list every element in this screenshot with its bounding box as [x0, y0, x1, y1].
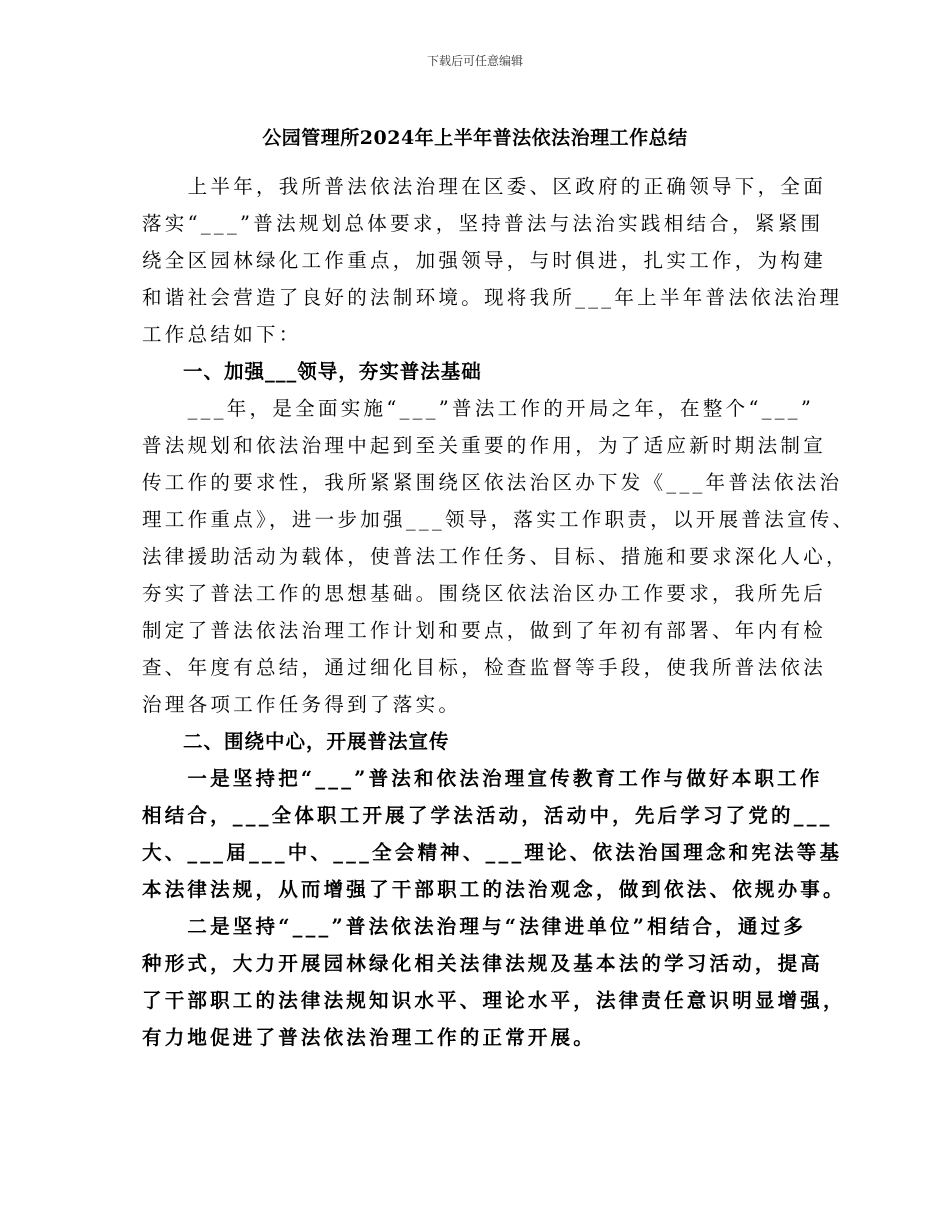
paragraph-point-1	[142, 760, 846, 908]
text-line: 查、年度有总结，通过细化目标，检查监督等手段，使我所普法依法	[142, 656, 827, 679]
text-line: 普法规划和依法治理中起到至关重要的作用，为了适应新时期法制宣	[142, 434, 827, 457]
text-line: 绕全区园林绿化工作重点，加强领导，与时俱进，扎实工作，为构建	[142, 249, 827, 272]
text-line: 大、___届___中、___全会精神、___理论、依法治国理念和宪法等基	[142, 841, 843, 864]
text-line: 种形式，大力开展园林绿化相关法律法规及基本法的学习活动，提高	[142, 952, 824, 975]
text-line: 理工作重点》，进一步加强___领导，落实工作职责，以开展普法宣传、	[142, 508, 856, 531]
text-line: 夯实了普法工作的思想基础。围绕区依法治区办工作要求，我所先后	[142, 582, 827, 605]
text-line: 上半年，我所普法依法治理在区委、区政府的正确领导下，全面	[142, 175, 827, 198]
paragraph-section-1	[142, 390, 856, 723]
text-line: 一是坚持把“___”普法和依法治理宣传教育工作与做好本职工作	[142, 767, 823, 790]
text-line: 治理各项工作任务得到了落实。	[142, 693, 462, 716]
text-line: 传工作的要求性，我所紧紧围绕区依法治区办下发《___年普法依法治	[142, 471, 843, 494]
paragraph-intro	[142, 168, 843, 353]
text-line: 工作总结如下：	[142, 323, 302, 346]
text-line: 法律援助活动为载体，使普法工作任务、目标、措施和要求深化人心，	[142, 545, 849, 568]
document-body	[142, 168, 856, 1056]
text-line: 本法律法规，从而增强了干部职工的法治观念，做到依法、依规办事。	[142, 878, 846, 901]
text-line: 和谐社会营造了良好的法制环境。现将我所___年上半年普法依法治理	[142, 286, 843, 309]
text-line: 有力地促进了普法依法治理工作的正常开展。	[142, 1026, 597, 1049]
text-line: ___年，是全面实施“___”普法工作的开局之年，在整个“___”	[142, 397, 815, 420]
text-line: 相结合，___全体职工开展了学法活动，活动中，先后学习了党的___	[142, 804, 833, 827]
text-line: 二是坚持“___”普法依法治理与“法律进单位”相结合，通过多	[142, 915, 807, 938]
document-title: 公园管理所2024年上半年普法依法治理工作总结	[262, 127, 688, 149]
page-header-note: 下载后可任意编辑	[426, 54, 523, 68]
paragraph-point-2	[142, 908, 846, 1056]
text-line: 落实“___”普法规划总体要求，坚持普法与法治实践相结合，紧紧围	[142, 212, 824, 235]
section-heading-1: 一、加强___领导，夯实普法基础	[142, 360, 482, 383]
text-line: 了干部职工的法律法规知识水平、理论水平，法律责任意识明显增强，	[142, 989, 846, 1012]
text-line: 制定了普法依法治理工作计划和要点，做到了年初有部署、年内有检	[142, 619, 827, 642]
section-heading-2: 二、围绕中心，开展普法宣传	[142, 730, 450, 753]
